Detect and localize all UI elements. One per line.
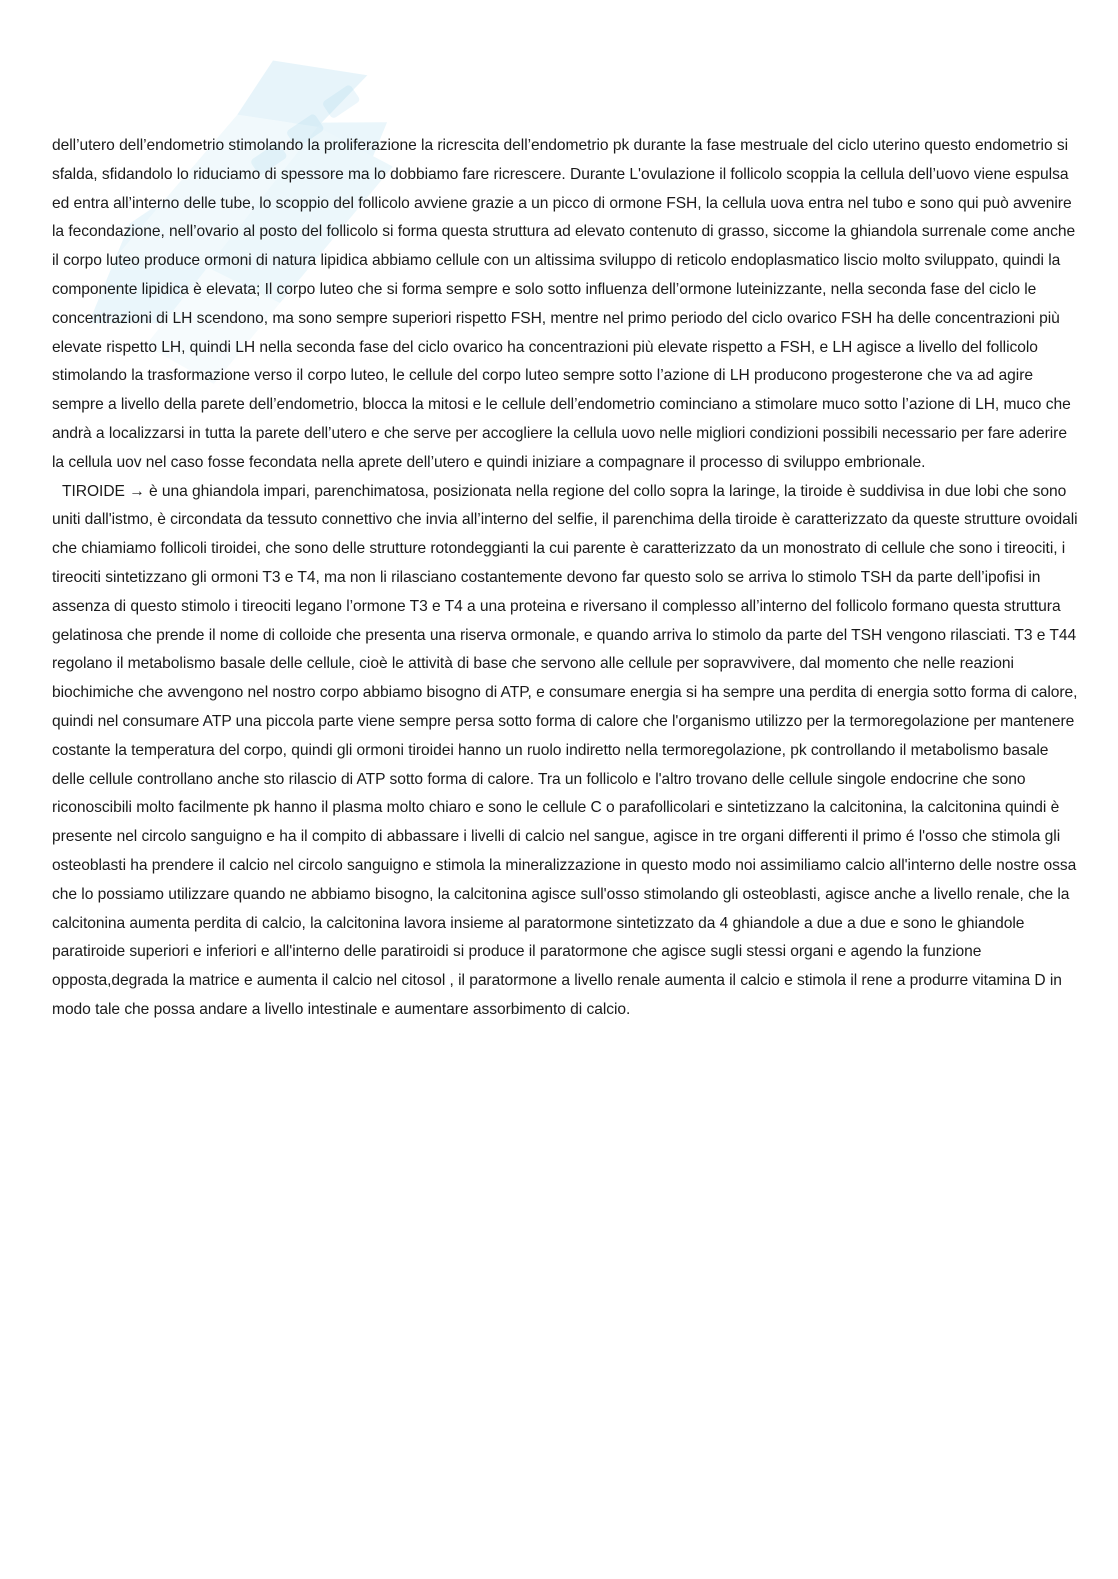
paragraph-thyroid: TIROIDE → è una ghiandola impari, parenchimatosa, posizionata nella regione del collo sopra la laringe, la tiroide è suddivisa in due lobi che sono uniti dall'istmo, è circondata da tessuto connettivo che invia all’interno del selfie, il parenchima della tiroide è caratterizzato da queste strutture ovoidali che chiamiamo follicoli tiroidei, che sono delle strutture rotondeggianti la cui parente è caratterizzato da un monostrato di cellule che sono i tireociti, i tireociti sintetizzano gli ormoni T3 e T4, ma non li rilasciano costantemente devono far questo solo se arriva lo stimolo TSH da parte dell’ipofisi in assenza di questo stimolo i tireociti legano l’ormone T3 e T4 a una proteina e riversano il complesso all’interno del follicolo formano questa struttura gelatinosa che prende il nome di colloide che presenta una riserva ormonale, e quando arriva lo stimolo da parte del TSH vengono rilasciati. T3 e T44 regolano il metabolismo basale delle cellule, cioè le attività di base che servono alle cellule per sopravvivere, dal momento che nelle reazioni biochimiche che avvengono nel nostro corpo abbiamo bisogno di ATP, e consumare energia si ha sempre una perdita di energia sotto forma di calore, quindi nel consumare ATP una piccola parte viene sempre persa sotto forma di calore che l'organismo utilizzo per la termoregolazione per mantenere costante la temperatura del corpo, quindi gli ormoni tiroidei hanno un ruolo indiretto nella termoregolazione, pk controllando il metabolismo basale delle cellule controllano anche sto rilascio di ATP sotto forma di calore. Tra un follicolo e l'altro trovano delle cellule singole endocrine che sono riconoscibili molto facilmente pk hanno il plasma molto chiaro e sono le cellule C o parafollicolari e sintetizzano la calcitonina, la calcitonina quindi è presente nel circolo sanguigno e ha il compito di abbassare i livelli di calcio nel sangue, agisce in tre organi differenti il primo é l'osso che stimola gli osteoblasti ha prendere il calcio nel circolo sanguigno e stimola la mineralizzazione in questo modo noi assimiliamo calcio all'interno delle nostre ossa che lo possiamo utilizzare quando ne abbiamo bisogno, la calcitonina agisce sull'osso stimolando gli osteoblasti, agisce anche a livello renale, che la calcitonina aumenta perdita di calcio, la calcitonina lavora insieme al paratormone sintetizzato da 4 ghiandole a due a due e sono le ghiandole paratiroide superiori e inferiori e all'interno delle paratiroidi si produce il paratormone che agisce sugli stessi organi e agendo la funzione opposta,degrada la matrice e aumenta il calcio nel citosol , il paratormone a livello renale aumenta il calcio e stimola il rene a produrre vitamina D in modo tale che possa andare a livello intestinale e aumentare assorbimento di calcio. bbox=[52, 482, 1078, 1018]
document-body bbox=[52, 132, 1082, 1025]
paragraph-uterus-cycle: dell’utero dell’endometrio stimolando la proliferazione la ricrescita dell’endometrio pk durante la fase mestruale del ciclo uterino questo endometrio si sfalda, sfidandolo lo riduciamo di spessore ma lo dobbiamo fare ricrescere. Durante L'ovulazione il follicolo scoppia la cellula dell’uovo viene espulsa ed entra all’interno delle tube, lo scoppio del follicolo avviene grazie a un picco di ormone FSH, la cellula uova entra nel tubo e sono qui può avvenire la fecondazione, nell’ovario al posto del follicolo si forma questa struttura ad elevato contenuto di grasso, siccome la ghiandola surrenale come anche il corpo luteo produce ormoni di natura lipidica abbiamo cellule con un altissima sviluppo di reticolo endoplasmatico liscio molto sviluppato, quindi la componente lipidica è elevata; Il corpo luteo che si forma sempre e solo sotto influenza dell’ormone luteinizzante, nella seconda fase del ciclo le concentrazioni di LH scendono, ma sono sempre superiori rispetto FSH, mentre nel primo periodo del ciclo ovarico FSH ha delle concentrazioni più elevate rispetto LH, quindi LH nella seconda fase del ciclo ovarico ha concentrazioni più elevate rispetto a FSH, e LH agisce a livello del follicolo stimolando la trasformazione verso il corpo luteo, le cellule del corpo luteo sempre sotto l’azione di LH producono progesterone che va ad agire sempre a livello della parete dell’endometrio, blocca la mitosi e le cellule dell’endometrio cominciano a stimolare muco sotto l’azione di LH, muco che andrà a localizzarsi in tutta la parete dell’utero e che serve per accogliere la cellula uovo nelle migliori condizioni possibili necessario per fare aderire la cellula uov nel caso fosse fecondata nella aprete dell’utero e quindi iniziare a compagnare il processo di sviluppo embrionale. bbox=[52, 137, 1076, 471]
